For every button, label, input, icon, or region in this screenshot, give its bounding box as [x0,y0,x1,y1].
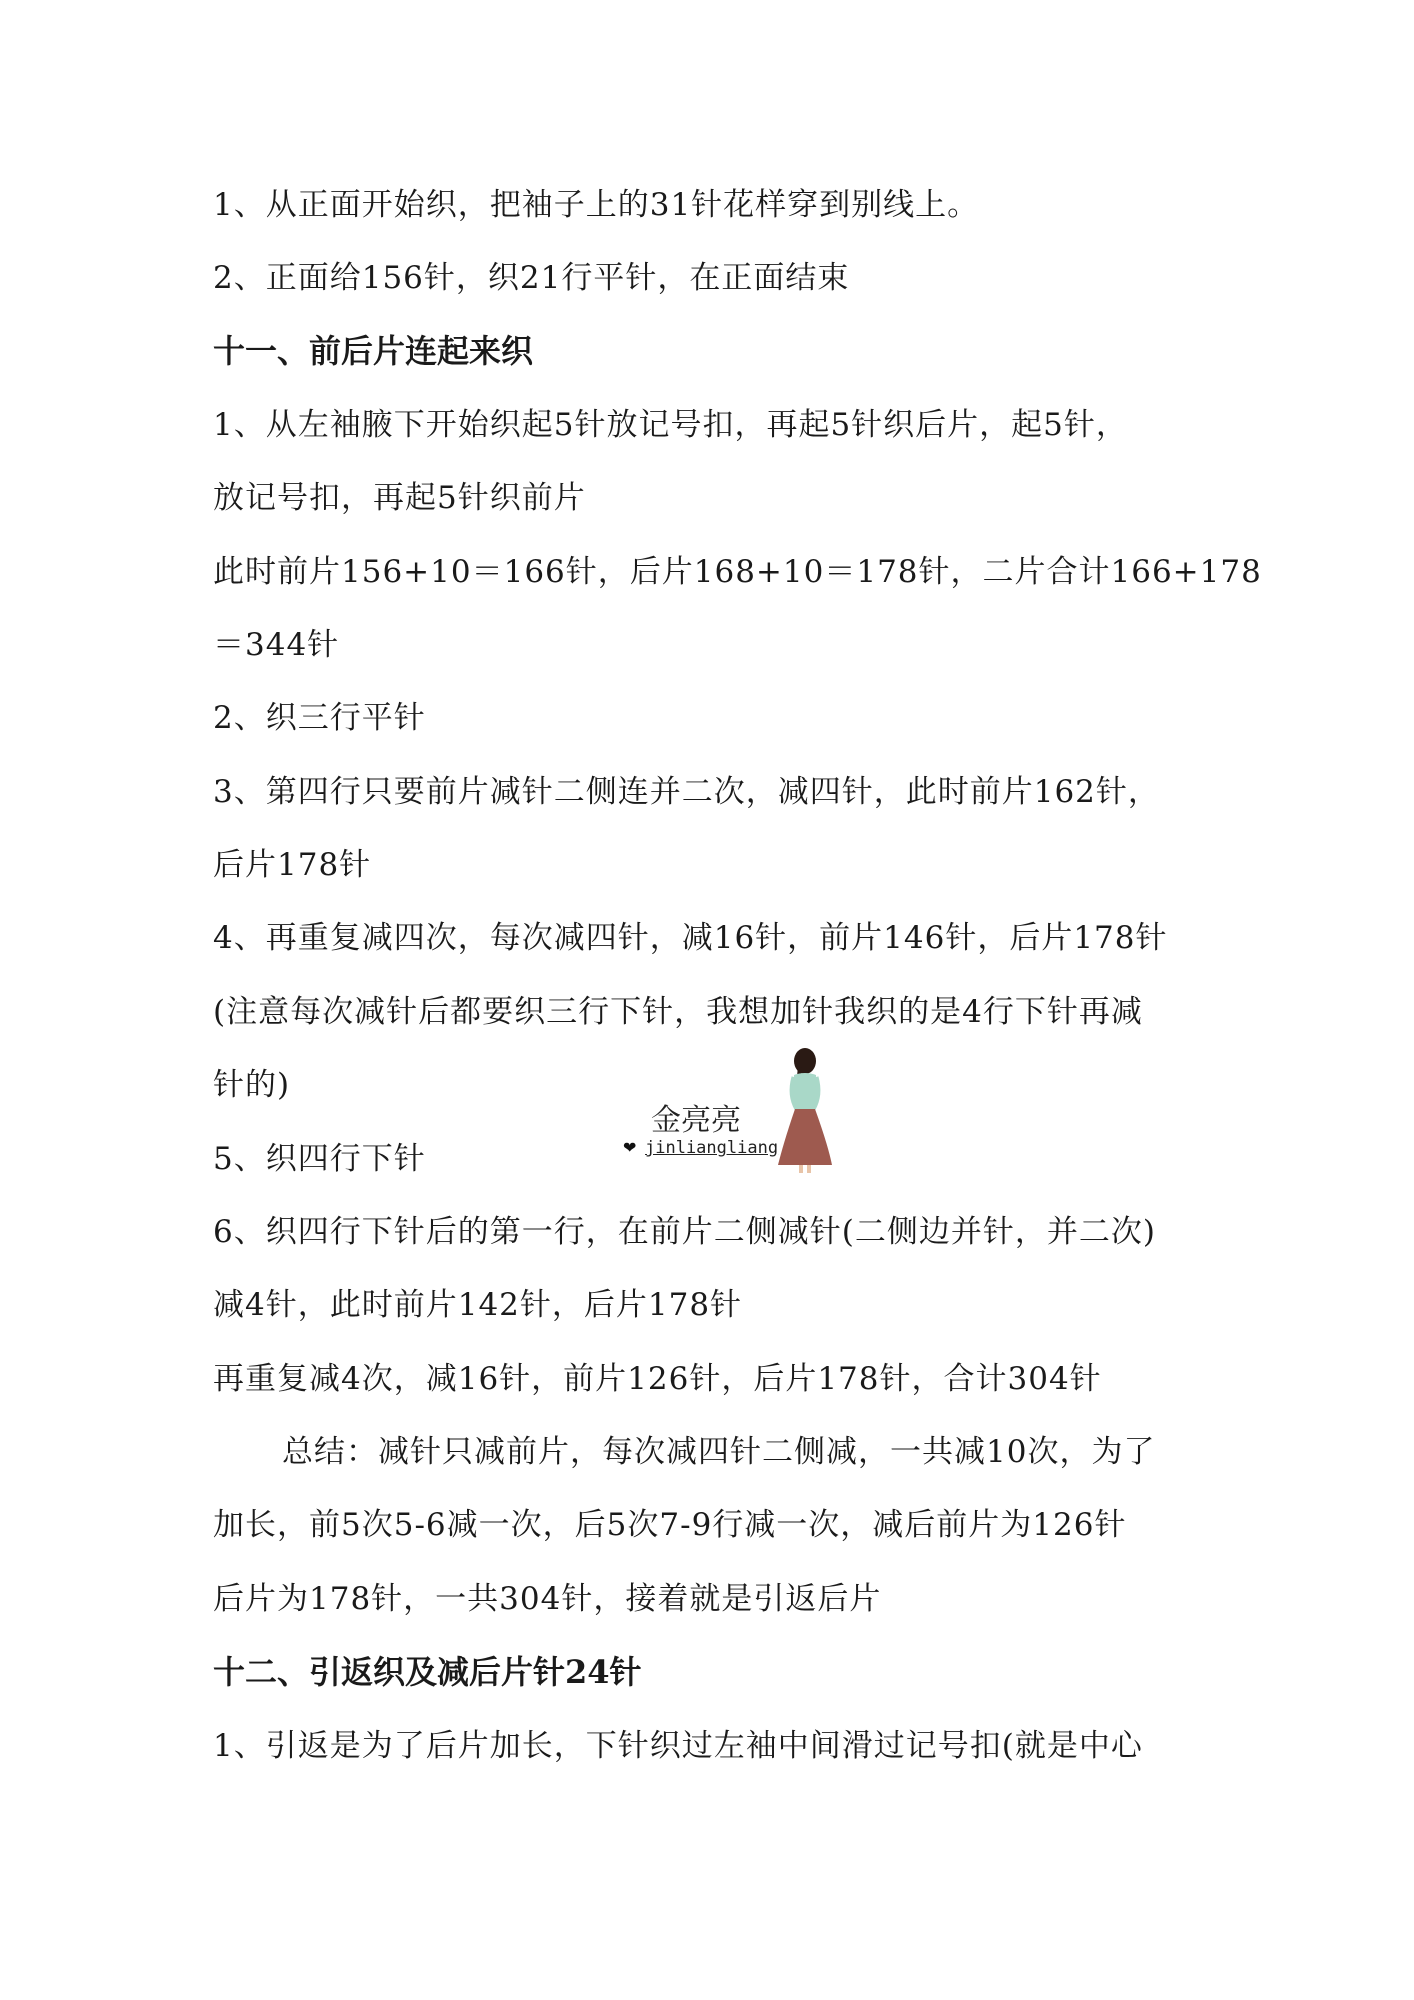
section-heading: 十二、引返织及减后片针24针 [213,1653,642,1691]
watermark-id: jinliangliang [645,1138,779,1158]
heart-icon: ❤ [623,1138,637,1157]
paragraph-line: 1、从左袖腋下开始织起5针放记号扣，再起5针织后片，起5针， [213,407,1128,443]
paragraph-line: 6、织四行下针后的第一行，在前片二侧减针(二侧边并针，并二次) [213,1214,1156,1250]
paragraph-line: 放记号扣，再起5针织前片 [213,480,586,516]
paragraph-line: 减4针，此时前片142针，后片178针 [213,1287,743,1323]
watermark-name: 金亮亮 [651,1103,741,1138]
paragraph-line: 此时前片156+10＝166针，后片168+10＝178针，二片合计166+178 [213,554,1262,590]
paragraph-line: ＝344针 [213,627,340,663]
paragraph-line: 2、织三行平针 [213,700,426,736]
paragraph-line: 再重复减4次，减16针，前片126针，后片178针，合计304针 [213,1361,1102,1397]
paragraph-line: 后片178针 [213,847,372,883]
paragraph-line: 2、正面给156针，织21行平针，在正面结束 [213,260,850,296]
summary-line: 总结：减针只减前片，每次减四针二侧减，一共减10次，为了 [282,1434,1156,1470]
paragraph-line: 3、第四行只要前片减针二侧连并二次，减四针，此时前片162针， [213,774,1160,810]
paragraph-line: 加长，前5次5-6减一次，后5次7-9行减一次，减后前片为126针 [213,1507,1127,1543]
watermark [615,1045,855,1175]
paragraph-line: (注意每次减针后都要织三行下针，我想加针我织的是4行下针再减 [213,994,1143,1030]
paragraph-line: 后片为178针，一共304针，接着就是引返后片 [213,1581,882,1617]
paragraph-line: 1、引返是为了后片加长，下针织过左袖中间滑过记号扣(就是中心 [213,1728,1143,1764]
paragraph-line: 5、织四行下针 [213,1141,426,1177]
girl-illustration [770,1045,840,1175]
paragraph-line: 4、再重复减四次，每次减四针，减16针，前片146针，后片178针 [213,920,1168,956]
section-heading: 十一、前后片连起来织 [213,332,534,370]
paragraph-line: 针的) [213,1067,291,1103]
paragraph-line: 1、从正面开始织，把袖子上的31针花样穿到别线上。 [213,187,980,223]
